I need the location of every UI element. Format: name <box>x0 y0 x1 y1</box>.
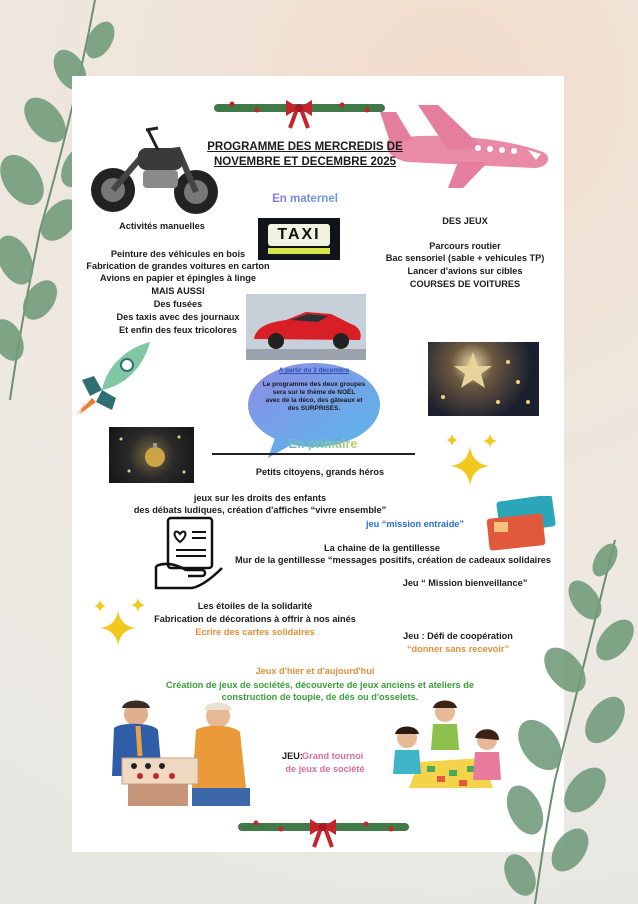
christmas-bauble-photo <box>109 427 194 483</box>
etoiles-title: Les étoiles de la solidarité <box>197 601 313 611</box>
activite-item: Fabrication de grandes voitures en carton <box>86 261 270 271</box>
creation-line-2: construction de toupie, de dés ou d'osselets. <box>221 692 419 702</box>
bubble-line-4: des SURPRISES. <box>287 405 341 412</box>
cartes-solidaires: Ecrire des cartes solidaires <box>195 627 315 637</box>
rocket-image <box>72 340 152 420</box>
activite-item: Peinture des véhicules en bois <box>110 249 246 259</box>
activite-item: Avions en papier et épingles à linge <box>100 273 256 283</box>
bubble-line-2: sera sur le thème de NOËL <box>272 389 356 396</box>
defi-cooperation: Jeu : Défi de coopération <box>403 631 513 641</box>
jeu-item: Parcours routier <box>429 241 501 251</box>
jeux-hier-heading: Jeux d'hier et d'aujourd'hui <box>255 666 375 676</box>
droits-line-1: jeux sur les droits des enfants <box>193 493 327 503</box>
gentillesse-detail: Mur de la gentillesse “messages positifs, création de cadeaux solidaires <box>234 555 552 565</box>
sparkle-stars-icon <box>440 430 502 494</box>
bubble-line-3: avec de la déco, des gâteaux et <box>265 397 363 404</box>
activite-item: Des taxis avec des journaux <box>116 312 240 322</box>
gentillesse-title: La chaine de la gentillesse <box>324 543 440 553</box>
activites-label: Activités manuelles <box>119 221 205 231</box>
jeu-item: Lancer d'avions sur cibles <box>407 266 523 276</box>
etoiles-detail: Fabrication de décorations à offrir à nos ainés <box>154 614 356 624</box>
christmas-star-photo <box>428 342 539 416</box>
bubble-line-1: Le programme des deux groupes <box>262 381 366 388</box>
droits-line-2: des débats ludiques, création d'affiches “vivre ensemble” <box>133 505 387 515</box>
sparkle-stars-icon <box>90 596 150 656</box>
children-board-game-image <box>387 700 509 792</box>
tournoi-line-1: Grand tournoi <box>302 751 364 761</box>
mission-entraide: jeu “mission entraide” <box>365 519 465 529</box>
bienveillance-game: Jeu “ Mission bienveillance” <box>402 578 528 588</box>
program-title-line-2: NOVEMBRE ET DECEMBRE 2025 <box>213 156 397 168</box>
activite-item: Et enfin des feux tricolores <box>119 325 237 335</box>
primaire-heading: En primaire <box>268 438 378 450</box>
jeux-label: DES JEUX <box>442 216 488 226</box>
tournoi-line-2: de jeux de société <box>285 764 365 774</box>
grandparents-playing-checkers-image <box>100 696 252 812</box>
taxi-sign-label: TAXI <box>268 224 330 246</box>
section-divider <box>212 453 415 455</box>
maternel-heading: En maternel <box>250 193 360 205</box>
activite-item: Des fusées <box>153 299 203 309</box>
bubble-date: A partir du 3 décembre <box>278 367 350 374</box>
donner-sans-recevoir: “donner sans recevoir” <box>406 644 510 654</box>
jeu-item: COURSES DE VOITURES <box>409 279 521 289</box>
primaire-theme: Petits citoyens, grands héros <box>255 467 385 477</box>
gift-cards-image <box>484 496 556 554</box>
creation-line-1: Création de jeux de sociétés, découverte de jeux anciens et ateliers de <box>166 680 474 690</box>
jeu-item: Bac sensoriel (sable + vehicules TP) <box>385 253 545 263</box>
activite-item: MAIS AUSSI <box>151 286 205 296</box>
program-title-line-1: PROGRAMME DES MERCREDIS DE <box>207 141 403 153</box>
tournoi-label: JEU: <box>282 751 303 761</box>
holly-garland-bottom <box>236 815 411 849</box>
kindness-hand-icon <box>152 514 228 592</box>
holly-garland-top <box>212 96 387 130</box>
